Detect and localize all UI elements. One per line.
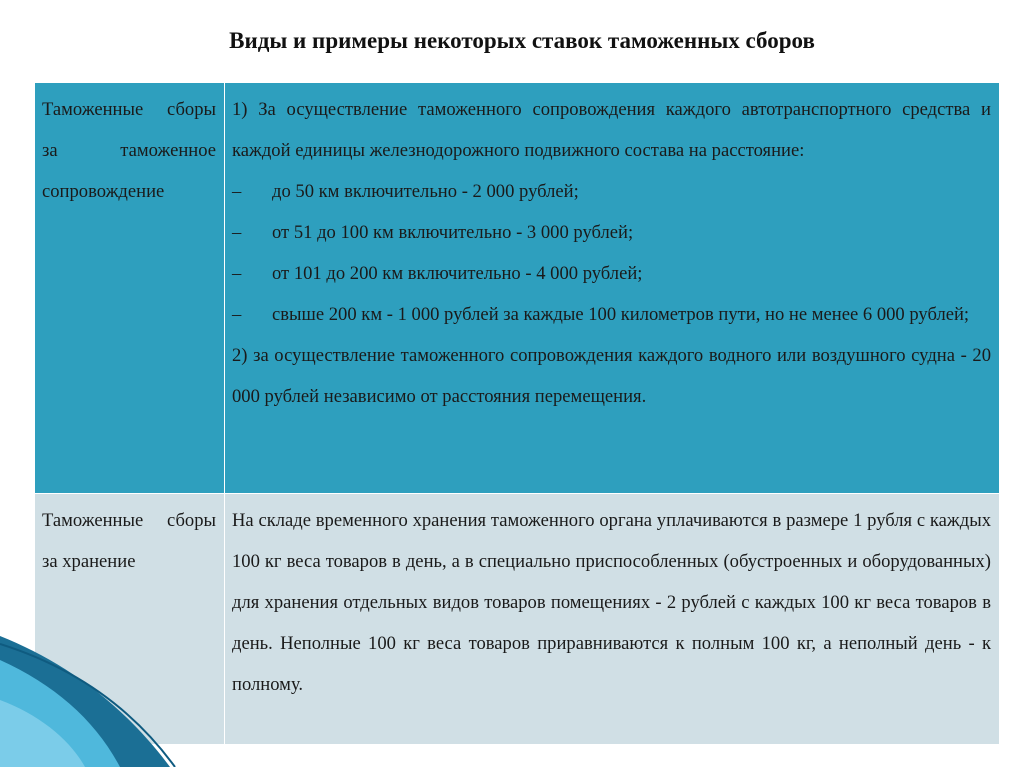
list-item [232,212,991,253]
table-row [35,83,1000,494]
list-item-text: свыше 200 км - 1 000 рублей за каждые 100 километров пути, но не менее 6 000 рублей; [272,304,970,325]
list-item-text: от 101 до 200 км включительно - 4 000 рублей; [272,263,643,284]
row-label-storage: Таможенные сборы за хранение [35,494,225,745]
list-item-text: от 51 до 100 км включительно - 3 000 рублей; [272,222,634,243]
list-item [232,294,991,335]
dash-marker: – [232,304,242,325]
list-item [232,171,991,212]
list-item [232,253,991,294]
row-content-escort [225,83,1000,494]
dash-marker: – [232,181,242,202]
dash-marker: – [232,222,242,243]
slide-title: Виды и примеры некоторых ставок таможенных сборов [229,28,815,53]
row-label-escort: Таможенные сборы за таможенное сопровождение [35,83,225,494]
row-content-storage: На складе временного хранения таможенного органа уплачиваются в размере 1 рубля с каждых 100 кг веса товаров в день, а в специально приспособленных (обустроенных и оборудованных) для хранения отдельных видов товаров помещениях - 2 рублей с каждых 100 кг веса товаров в день. Неполные 100 кг веса товаров приравниваются к полным 100 кг, а неполный день - к полному. [225,494,1000,745]
escort-intro: 1) За осуществление таможенного сопровождения каждого автотранспортного средства и каждой единицы железнодорожного подвижного состава на расстояние: [232,99,991,161]
fees-table [34,82,1000,745]
dash-marker: – [232,263,242,284]
escort-outro: 2) за осуществление таможенного сопровождения каждого водного или воздушного судна - 20 000 рублей независимо от расстояния перемещения. [232,345,991,407]
table-row [35,494,1000,745]
list-item-text: до 50 км включительно - 2 000 рублей; [272,181,579,202]
